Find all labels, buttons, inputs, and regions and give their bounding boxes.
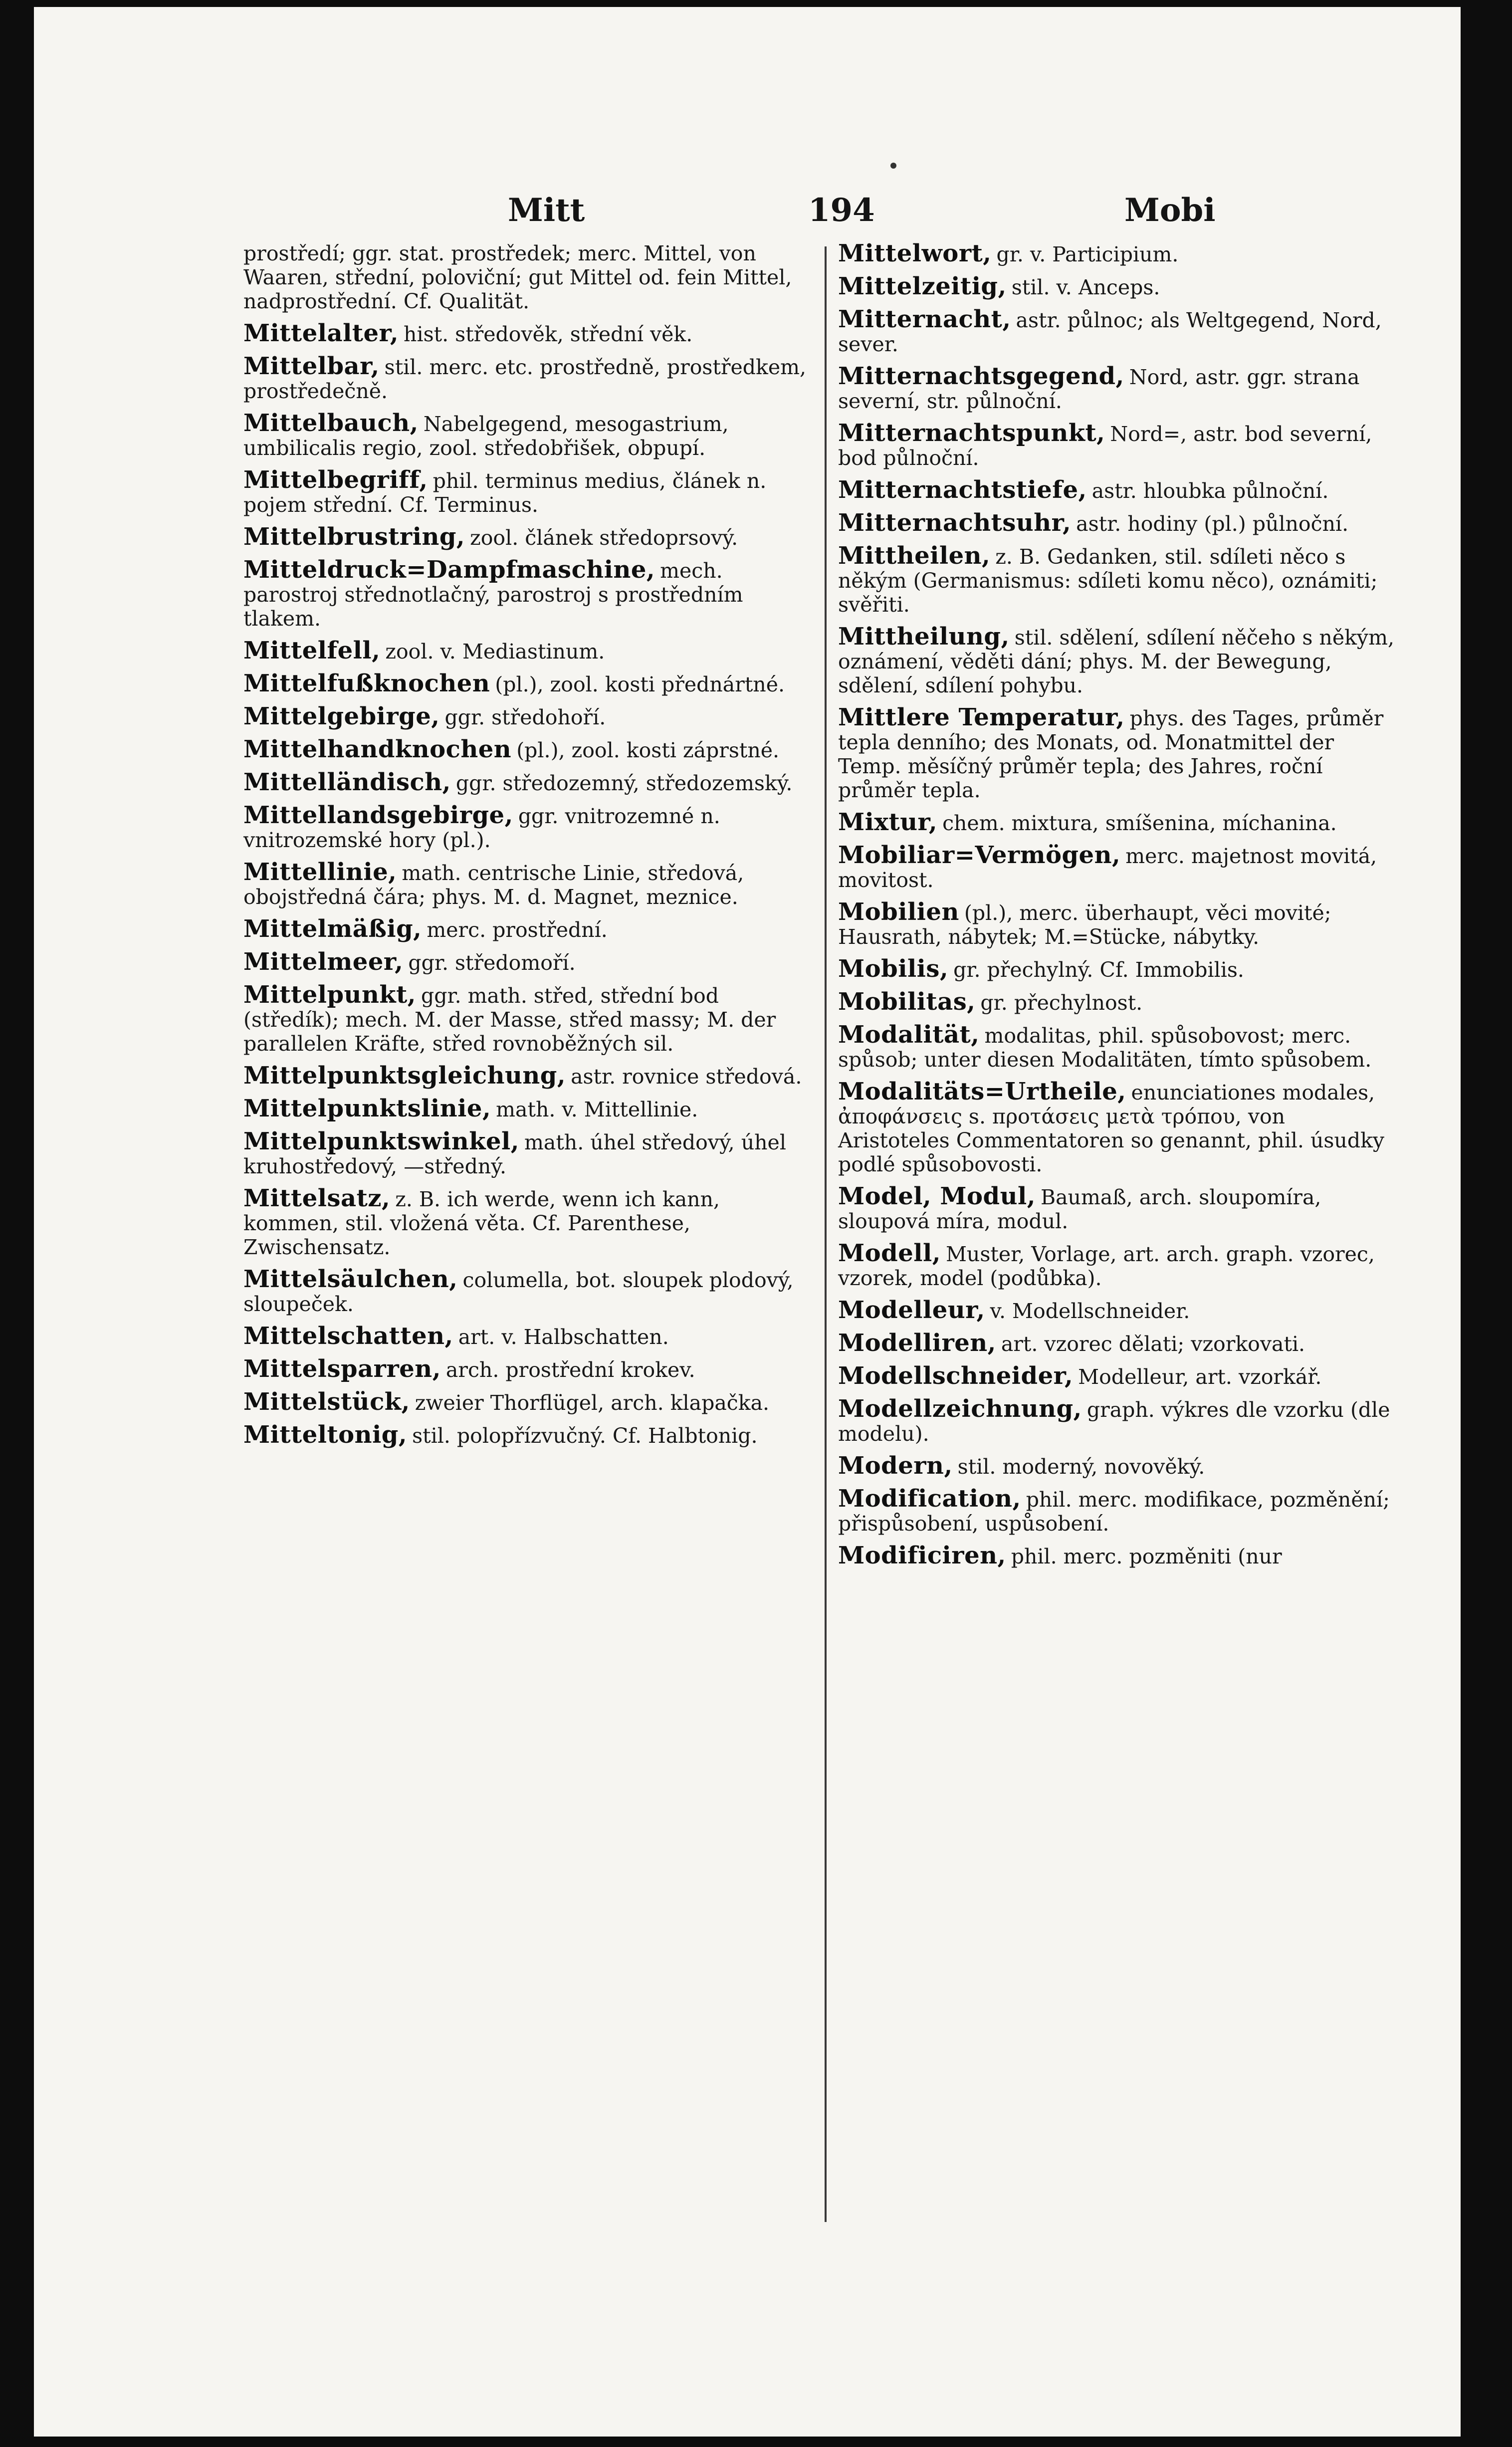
entry-definition: zweier Thorflügel, arch. klapačka.: [415, 1391, 770, 1415]
entry-definition: stil. sdělení, sdílení něčeho s někým, oznámení, věděti dání; phys. M. der Bewegung, sdělení, sdílení pohybu.: [838, 626, 1395, 697]
entry-definition: astr. hodiny (pl.) půlnoční.: [1076, 512, 1349, 536]
entry-headword: Mittelpunktswinkel,: [243, 1127, 519, 1155]
entry-headword: Mittlere Temperatur,: [838, 703, 1125, 731]
header-right-guideword: Mobi: [1124, 192, 1216, 229]
entry-headword: Mitternachtspunkt,: [838, 419, 1105, 447]
entry-headword: Mobilis,: [838, 955, 949, 983]
entry-definition: math. v. Mittellinie.: [496, 1098, 698, 1121]
entry-definition: math. úhel středový, úhel kruhostředový, —středný.: [243, 1130, 786, 1178]
dictionary-entry: [838, 900, 1402, 949]
entry-definition: prostředí; ggr. stat. prostředek; merc. Mittel, von Waaren, střední, poloviční; gut Mittel od. fein Mittel, nadprostřední. Cf. Qualität.: [243, 241, 792, 313]
entry-definition: arch. prostřední krokev.: [445, 1358, 695, 1382]
dictionary-entry: [243, 1390, 807, 1415]
entry-headword: Modalitäts=Urtheile,: [838, 1078, 1126, 1106]
entry-headword: Mittelbauch,: [243, 409, 419, 437]
dictionary-entry: [838, 307, 1402, 356]
entry-headword: Mitternachtsgegend,: [838, 362, 1124, 390]
entry-definition: enunciationes modales, ἀποφάνσεις s. προτάσεις μετὰ τρόπου, von Aristoteles Commentatoren so genannt, phil. úsudky podlé spůsobovosti.: [838, 1081, 1385, 1176]
dictionary-entry: [838, 990, 1402, 1015]
entry-headword: Modell,: [838, 1239, 941, 1267]
entry-headword: Mittelmeer,: [243, 948, 404, 976]
entry-headword: Modelleur,: [838, 1296, 985, 1324]
dictionary-entry: [243, 468, 807, 517]
entry-definition: zool. článek středoprsový.: [470, 526, 738, 550]
entry-definition: zool. v. Mediastinum.: [385, 640, 605, 664]
entry-headword: Mittheilen,: [838, 542, 991, 570]
dictionary-entry: [243, 1267, 807, 1316]
dictionary-entry: [243, 558, 807, 631]
entry-definition: phil. merc. modifikace, pozměnění; přispůsobení, uspůsobení.: [838, 1488, 1390, 1536]
dictionary-entry: [838, 957, 1402, 982]
entry-headword: Mittelhandknochen: [243, 735, 512, 763]
dictionary-entry: [838, 1298, 1402, 1323]
dictionary-entry: [838, 511, 1402, 536]
entry-definition: stil. polopřízvučný. Cf. Halbtonig.: [412, 1424, 758, 1448]
entry-definition: art. v. Halbschatten.: [458, 1325, 669, 1349]
dictionary-entry: [243, 917, 807, 942]
entry-headword: Mittelstück,: [243, 1388, 410, 1416]
dictionary-entry: [243, 1097, 807, 1121]
dictionary-entry: [838, 1454, 1402, 1479]
dictionary-entry: [243, 950, 807, 975]
ink-dot: [890, 163, 896, 169]
entry-headword: Mittelfell,: [243, 637, 381, 665]
entry-definition: phil. terminus medius, článek n. pojem střední. Cf. Terminus.: [243, 469, 767, 517]
entry-headword: Mitternacht,: [838, 305, 1011, 333]
entry-headword: Mittelländisch,: [243, 768, 451, 796]
entry-definition: mech. parostroj střednotlačný, parostroj s prostředním tlakem.: [243, 559, 743, 631]
entry-definition: ggr. math. střed, střední bod (středík); mech. M. der Masse, střed massy; M. der parallelen Kräfte, střed rovnoběžných sil.: [243, 984, 776, 1056]
dictionary-entry: [838, 810, 1402, 835]
dictionary-entry: [838, 1487, 1402, 1536]
entry-headword: Mittelpunktsgleichung,: [243, 1062, 566, 1090]
entry-headword: Mittelalter,: [243, 319, 399, 347]
dictionary-entry: [243, 671, 807, 696]
dictionary-entry: [243, 704, 807, 729]
dictionary-entry: [243, 354, 807, 403]
entry-headword: Mittelfußknochen: [243, 669, 490, 697]
entry-definition: phil. merc. pozměniti (nur: [1011, 1545, 1282, 1568]
entry-headword: Mittellandsgebirge,: [243, 801, 513, 829]
entry-headword: Mittellinie,: [243, 858, 397, 886]
entry-headword: Mittelgebirge,: [243, 702, 440, 730]
entry-headword: Mittelsäulchen,: [243, 1265, 458, 1293]
entry-headword: Mitteltonig,: [243, 1421, 408, 1449]
entry-definition: gr. přechylnost.: [980, 991, 1143, 1015]
entry-headword: Mittelbrustring,: [243, 523, 465, 551]
entry-definition: astr. hloubka půlnoční.: [1091, 479, 1329, 503]
dictionary-entry: [243, 525, 807, 550]
entry-definition: ggr. vnitrozemné n. vnitrozemské hory (pl.).: [243, 804, 720, 852]
entry-definition: (pl.), zool. kosti záprstné.: [516, 738, 780, 762]
dictionary-page: [34, 7, 1461, 2437]
entry-definition: merc. majetnost movitá, movitost.: [838, 844, 1377, 892]
entry-headword: Modification,: [838, 1485, 1021, 1513]
dictionary-entry: [838, 478, 1402, 503]
dictionary-entry: [243, 1186, 807, 1259]
entry-definition: Nord, astr. ggr. strana severní, str. půlnoční.: [838, 365, 1360, 413]
dictionary-entry: [838, 364, 1402, 413]
dictionary-entry: [838, 1080, 1402, 1176]
dictionary-entry: [838, 544, 1402, 617]
dictionary-entry: [243, 241, 807, 313]
entry-headword: Modificiren,: [838, 1542, 1006, 1569]
dictionary-entry: [838, 1241, 1402, 1290]
entry-headword: Mittelsparren,: [243, 1355, 441, 1383]
dictionary-entry: [838, 1544, 1402, 1568]
entry-headword: Mittelmäßig,: [243, 915, 422, 943]
entry-definition: ggr. středohoří.: [444, 705, 606, 729]
page-number: 194: [808, 192, 875, 229]
entry-definition: stil. merc. etc. prostředně, prostředkem, prostředečně.: [243, 355, 807, 403]
entry-definition: stil. moderný, novověký.: [957, 1455, 1205, 1479]
entry-headword: Mittelwort,: [838, 239, 992, 267]
entry-definition: Nord=, astr. bod severní, bod půlnoční.: [838, 422, 1372, 470]
entry-definition: chem. mixtura, smíšenina, míchanina.: [942, 811, 1337, 835]
dictionary-entry: [838, 421, 1402, 470]
entry-definition: Baumaß, arch. sloupomíra, sloupová míra, modul.: [838, 1185, 1321, 1233]
dictionary-entry: [243, 737, 807, 762]
entry-headword: Modelliren,: [838, 1329, 996, 1357]
entry-definition: math. centrische Linie, středová, obojstředná čára; phys. M. d. Magnet, meznice.: [243, 861, 744, 909]
dictionary-entry: [243, 639, 807, 664]
entry-definition: astr. půlnoc; als Weltgegend, Nord, sever.: [838, 308, 1382, 356]
dictionary-entry: [243, 1357, 807, 1382]
dictionary-entry: [838, 1331, 1402, 1356]
entry-headword: Modellschneider,: [838, 1362, 1074, 1390]
dictionary-entry: [838, 1023, 1402, 1072]
entry-definition: (pl.), zool. kosti přednártné.: [495, 672, 785, 696]
entry-definition: Modelleur, art. vzorkář.: [1078, 1365, 1322, 1389]
entry-definition: modalitas, phil. spůsobovost; merc. spůsob; unter diesen Modalitäten, tímto spůsobem.: [838, 1024, 1372, 1072]
entry-definition: gr. přechylný. Cf. Immobilis.: [953, 958, 1244, 982]
entry-definition: stil. v. Anceps.: [1011, 275, 1160, 299]
dictionary-entry: [243, 321, 807, 346]
left-column: [243, 241, 807, 1456]
dictionary-entry: [243, 803, 807, 852]
entry-headword: Mittelbegriff,: [243, 466, 428, 494]
column-divider: [825, 246, 827, 2222]
entry-headword: Modellzeichnung,: [838, 1395, 1082, 1423]
entry-headword: Mitternachtsuhr,: [838, 509, 1072, 537]
dictionary-entry: [838, 625, 1402, 697]
entry-definition: phys. des Tages, průměr tepla denního; des Monats, od. Monatmittel der Temp. měsíčný průměr tepla; des Jahres, roční průměr tepla.: [838, 706, 1384, 802]
entry-definition: gr. v. Participium.: [996, 242, 1179, 266]
dictionary-entry: [838, 1364, 1402, 1389]
entry-definition: Nabelgegend, mesogastrium, umbilicalis regio, zool. středobřišek, obpupí.: [243, 412, 729, 460]
entry-headword: Mobilitas,: [838, 988, 976, 1016]
entry-definition: art. vzorec dělati; vzorkovati.: [1001, 1332, 1305, 1356]
entry-definition: merc. prostřední.: [427, 918, 608, 942]
entry-headword: Mobiliar=Vermögen,: [838, 841, 1121, 869]
entry-headword: Mittelzeitig,: [838, 272, 1007, 300]
entry-headword: Model, Modul,: [838, 1182, 1036, 1210]
entry-headword: Mitternachtstiefe,: [838, 476, 1087, 504]
entry-headword: Mixtur,: [838, 808, 938, 836]
entry-definition: (pl.), merc. überhaupt, věci movité; Hausrath, nábytek; M.=Stücke, nábytky.: [838, 901, 1331, 949]
dictionary-entry: [243, 1064, 807, 1089]
dictionary-entry: [243, 1129, 807, 1178]
dictionary-entry: [838, 843, 1402, 892]
entry-headword: Mittelschatten,: [243, 1322, 453, 1350]
entry-headword: Mitteldruck=Dampfmaschine,: [243, 556, 655, 584]
entry-definition: ggr. středomoří.: [408, 951, 576, 975]
entry-definition: columella, bot. sloupek plodový, sloupeček.: [243, 1268, 794, 1316]
dictionary-entry: [838, 1184, 1402, 1233]
header-left-guideword: Mitt: [508, 192, 585, 229]
dictionary-entry: [243, 1423, 807, 1448]
entry-definition: ggr. středozemný, středozemský.: [455, 771, 793, 795]
dictionary-entry: [243, 860, 807, 909]
dictionary-entry: [838, 274, 1402, 299]
dictionary-entry: [838, 1397, 1402, 1446]
entry-definition: z. B. ich werde, wenn ich kann, kommen, stil. vložená věta. Cf. Parenthese, Zwischensatz.: [243, 1187, 720, 1259]
entry-headword: Mittelsatz,: [243, 1184, 391, 1212]
entry-definition: z. B. Gedanken, stil. sdíleti něco s někým (Germanismus: sdíleti komu něco), oznámiti; svěřiti.: [838, 545, 1378, 617]
entry-headword: Mittheilung,: [838, 623, 1010, 651]
running-header: [34, 192, 1461, 241]
entry-definition: graph. výkres dle vzorku (dle modelu).: [838, 1398, 1390, 1446]
entry-definition: hist. středověk, střední věk.: [404, 322, 693, 346]
dictionary-entry: [838, 705, 1402, 802]
dictionary-entry: [243, 983, 807, 1056]
entry-headword: Mittelpunkt,: [243, 981, 416, 1009]
entry-headword: Mittelbar,: [243, 352, 380, 380]
entry-headword: Mobilien: [838, 898, 959, 926]
right-column: [838, 241, 1402, 1576]
entry-definition: v. Modellschneider.: [990, 1299, 1190, 1323]
dictionary-entry: [838, 241, 1402, 266]
entry-definition: Muster, Vorlage, art. arch. graph. vzorec, vzorek, model (podůbka).: [838, 1242, 1375, 1290]
dictionary-entry: [243, 1324, 807, 1349]
entry-headword: Modalität,: [838, 1021, 980, 1049]
dictionary-entry: [243, 411, 807, 460]
dictionary-entry: [243, 770, 807, 795]
entry-headword: Mittelpunktslinie,: [243, 1095, 491, 1122]
entry-definition: astr. rovnice středová.: [571, 1065, 802, 1089]
entry-headword: Modern,: [838, 1452, 953, 1480]
